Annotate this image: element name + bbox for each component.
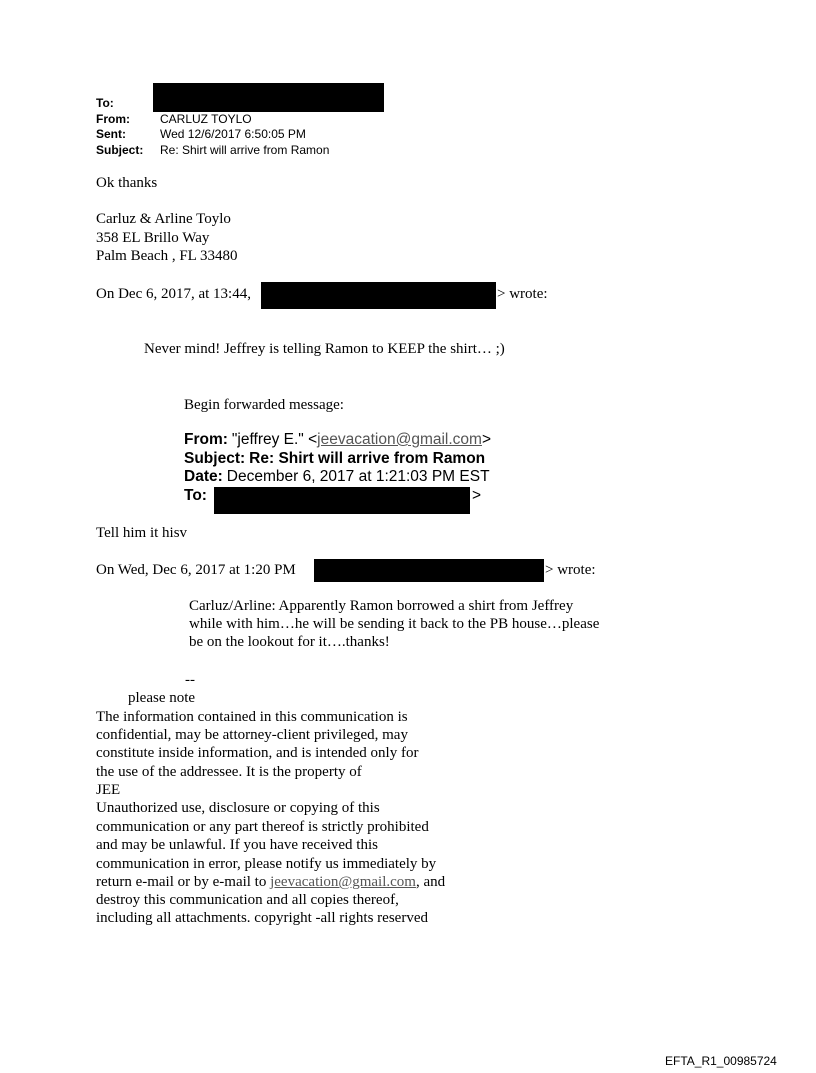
quote1-suffix: > wrote:	[497, 286, 548, 302]
redaction-bar-to	[153, 83, 384, 112]
quote2-line: be on the lookout for it….thanks!	[189, 634, 390, 650]
sent-label: Sent:	[96, 127, 126, 141]
reply-text: Ok thanks	[96, 175, 158, 191]
sent-value: Wed 12/6/2017 6:50:05 PM	[160, 127, 306, 141]
disclaimer-email-line	[96, 874, 445, 891]
disclaimer-email-prefix: return e-mail or by e-mail to	[96, 874, 271, 890]
forwarded-from-line	[184, 431, 491, 449]
forwarded-subject-value: Re: Shirt will arrive from Ramon	[249, 450, 486, 467]
forwarded-date-line	[184, 468, 490, 486]
forwarded-from-close: >	[481, 431, 492, 448]
signature-line: Palm Beach , FL 33480	[96, 248, 238, 264]
disclaimer-line: including all attachments. copyright -all rights reserved	[96, 910, 428, 926]
quote2-line: while with him…he will be sending it back to the PB house…please	[189, 616, 600, 632]
from-value: CARLUZ TOYLO	[160, 112, 252, 126]
forwarded-from-email-link[interactable]: jeevacation@gmail.com	[317, 431, 482, 448]
disclaimer-line: the use of the addressee. It is the property of	[96, 764, 362, 780]
disclaimer-line: constitute inside information, and is intended only for	[96, 745, 419, 761]
quote1-message: Never mind! Jeffrey is telling Ramon to KEEP the shirt… ;)	[144, 341, 505, 357]
disclaimer-line: destroy this communication and all copies thereof,	[96, 892, 399, 908]
disclaimer-line: The information contained in this communication is	[96, 709, 408, 725]
disclaimer-line: JEE	[96, 782, 121, 798]
disclaimer-line: Unauthorized use, disclosure or copying of this	[96, 800, 380, 816]
quote2-suffix: > wrote:	[545, 562, 596, 578]
forwarded-from-name: "jeffrey E." <	[231, 431, 318, 448]
reply2-text: Tell him it hisv	[96, 525, 188, 541]
forwarded-from-label: From:	[184, 431, 228, 448]
quote2-line: Carluz/Arline: Apparently Ramon borrowed a shirt from Jeffrey	[189, 598, 574, 614]
forwarded-date-value: December 6, 2017 at 1:21:03 PM EST	[226, 468, 490, 485]
disclaimer-email-link[interactable]: jeevacation@gmail.com	[270, 874, 416, 890]
forwarded-to-close: >	[472, 487, 482, 504]
signature-separator: --	[185, 672, 195, 688]
forwarded-subject-label: Subject:	[184, 450, 246, 467]
forwarded-to-label: To:	[184, 487, 207, 504]
redaction-bar-quote1	[261, 282, 496, 309]
signature-line: Carluz & Arline Toylo	[96, 211, 231, 227]
quote2-prefix: On Wed, Dec 6, 2017 at 1:20 PM	[96, 562, 296, 578]
disclaimer-line: confidential, may be attorney-client privileged, may	[96, 727, 408, 743]
to-label: To:	[96, 96, 114, 110]
document-id: EFTA_R1_00985724	[665, 1054, 777, 1068]
disclaimer-email-suffix: , and	[415, 874, 446, 890]
redaction-bar-quote2	[314, 559, 544, 582]
signature-line: 358 EL Brillo Way	[96, 230, 210, 246]
redaction-bar-forwarded-to	[214, 487, 470, 514]
from-label: From:	[96, 112, 130, 126]
subject-value: Re: Shirt will arrive from Ramon	[160, 143, 330, 157]
forwarded-date-label: Date:	[184, 468, 223, 485]
forwarded-subject-line	[184, 450, 485, 468]
disclaimer-line: and may be unlawful. If you have received this	[96, 837, 378, 853]
disclaimer-line: communication or any part thereof is strictly prohibited	[96, 819, 429, 835]
quote1-prefix: On Dec 6, 2017, at 13:44,	[96, 286, 251, 302]
forwarded-intro: Begin forwarded message:	[184, 397, 344, 413]
disclaimer-line: communication in error, please notify us immediately by	[96, 856, 437, 872]
subject-label: Subject:	[96, 143, 144, 157]
disclaimer-please-note: please note	[128, 690, 196, 706]
